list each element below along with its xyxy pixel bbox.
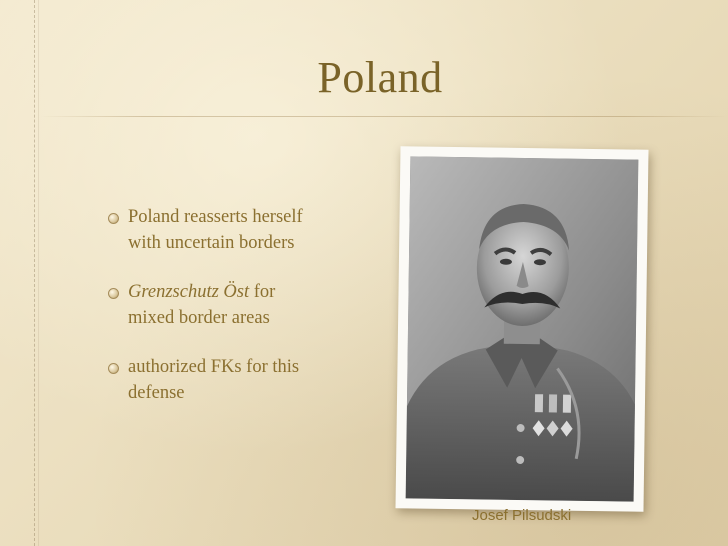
slide-title: Poland — [317, 53, 443, 102]
bullet-line: Poland reasserts herself — [128, 207, 303, 227]
photo-frame — [395, 146, 648, 511]
bullet-line — [128, 279, 368, 305]
bullet-item — [108, 204, 368, 256]
portrait-image — [406, 156, 639, 501]
bullet-icon — [108, 213, 119, 224]
bullet-line: with uncertain borders — [128, 233, 295, 253]
bullet-item — [108, 279, 368, 331]
bullet-italic-term: Grenzschutz Öst — [128, 282, 250, 302]
bullet-line: authorized FKs for this — [128, 357, 300, 377]
bullet-icon — [108, 363, 119, 374]
bullet-list — [108, 204, 368, 429]
bullet-item — [108, 354, 368, 406]
bullet-line-rest: for — [249, 282, 276, 302]
bullet-line: mixed border areas — [128, 308, 270, 328]
portrait-photo — [406, 156, 639, 501]
title-divider — [40, 116, 728, 117]
photo-caption: Josef Pilsudski — [472, 507, 572, 524]
bullet-line: defense — [128, 383, 185, 403]
bullet-icon — [108, 288, 119, 299]
